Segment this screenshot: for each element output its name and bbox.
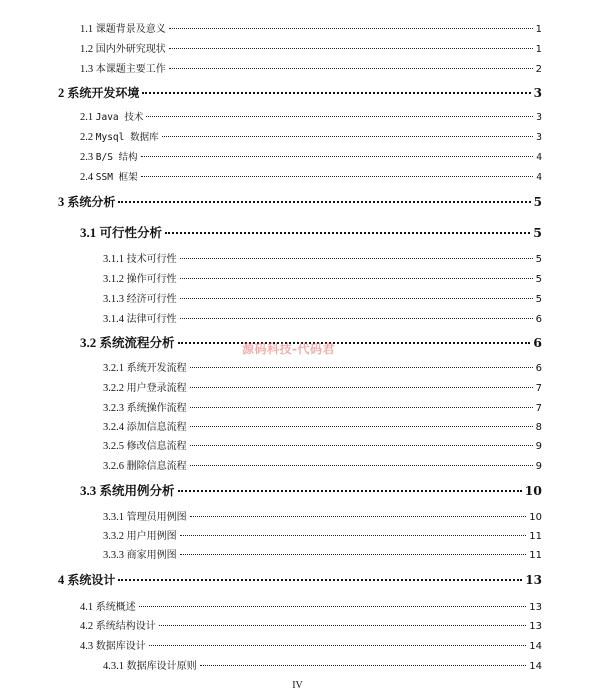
dot-leader: [190, 407, 533, 408]
dot-leader: [165, 232, 530, 234]
toc-entry[interactable]: [103, 508, 542, 523]
toc-entry[interactable]: [80, 129, 542, 143]
toc-entry-title: 系统分析: [67, 195, 116, 209]
toc-entry-page: 9: [535, 461, 542, 472]
toc-entry-number: 4.3.1: [103, 661, 127, 672]
dot-leader: [180, 258, 533, 259]
toc-entry-page: 3: [536, 112, 542, 123]
toc-entry-page: 11: [529, 531, 542, 542]
toc-entry-number: 4.1: [80, 602, 96, 613]
toc-entry-page: 3: [536, 132, 542, 143]
toc-entry-number: 2.3: [80, 152, 96, 163]
toc-entry-number: 3.2.3: [103, 403, 127, 414]
toc-entry[interactable]: [103, 657, 542, 672]
toc-entry-number: 1.1: [80, 24, 96, 35]
toc-entry-chapter[interactable]: [58, 571, 542, 588]
toc-entry-page: 6: [535, 363, 542, 374]
toc-entry-section[interactable]: [80, 481, 542, 499]
toc-entry-number: 3.3: [80, 483, 100, 498]
toc-entry-page: 10: [529, 512, 542, 523]
toc-entry-page: 5: [535, 254, 542, 265]
toc-entry[interactable]: [80, 598, 542, 613]
toc-entry-page: 1: [535, 24, 542, 35]
toc-entry-title: 用户登录流程: [126, 383, 187, 394]
dot-leader: [178, 490, 522, 492]
toc-entry-page: 7: [535, 383, 542, 394]
toc-entry-page: 6: [535, 314, 542, 325]
toc-entry[interactable]: [80, 60, 542, 75]
dot-leader: [169, 28, 533, 29]
dot-leader: [142, 92, 530, 94]
page-number-footer: IV: [292, 680, 303, 691]
toc-entry-number: 3.1.1: [103, 254, 127, 265]
toc-entry-page: 5: [535, 294, 542, 305]
dot-leader: [178, 342, 531, 344]
toc-entry-title: 添加信息流程: [126, 422, 187, 433]
toc-entry-number: 3.1.2: [103, 274, 127, 285]
toc-entry[interactable]: [103, 359, 542, 374]
toc-entry[interactable]: [103, 399, 542, 414]
toc-entry[interactable]: [103, 418, 542, 433]
toc-entry-title: 修改信息流程: [126, 441, 187, 452]
dot-leader: [200, 665, 527, 666]
dot-leader: [141, 156, 534, 157]
toc-entry-page: 5: [533, 195, 542, 209]
dot-leader: [190, 426, 533, 427]
toc-entry-number: 3.1: [80, 225, 100, 240]
dot-leader: [141, 176, 534, 177]
toc-entry-page: 14: [529, 661, 542, 672]
toc-entry-title: 经济可行性: [126, 294, 177, 305]
dot-leader: [169, 48, 533, 49]
toc-entry-title: 商家用例图: [126, 550, 177, 561]
toc-entry-section[interactable]: [80, 223, 542, 241]
toc-entry-number: 3.3.2: [103, 531, 127, 542]
dot-leader: [190, 387, 533, 388]
toc-entry[interactable]: [80, 109, 542, 123]
toc-entry-chapter[interactable]: [58, 193, 542, 210]
toc-entry[interactable]: [80, 20, 542, 35]
toc-entry-number: 1.3: [80, 64, 96, 75]
toc-entry-number: 2.1: [80, 112, 96, 123]
toc-entry[interactable]: [80, 617, 542, 632]
dot-leader: [180, 535, 527, 536]
toc-entry[interactable]: [103, 546, 542, 561]
toc-entry-number: 1.2: [80, 44, 96, 55]
toc-entry-title: 系统结构设计: [95, 621, 156, 632]
dot-leader: [146, 116, 533, 117]
dot-leader: [190, 516, 527, 517]
toc-entry-number: 3.3.1: [103, 512, 127, 523]
toc-entry-page: 11: [529, 550, 542, 561]
toc-entry-title: B/S 结构: [95, 152, 138, 163]
toc-entry-page: 5: [535, 274, 542, 285]
toc-entry-number: 2.4: [80, 172, 96, 183]
toc-entry-title: 法律可行性: [126, 314, 177, 325]
toc-entry-page: 5: [533, 225, 542, 240]
toc-entry-number: 3: [58, 195, 68, 209]
toc-entry[interactable]: [103, 437, 542, 452]
toc-entry-number: 3.2.4: [103, 422, 127, 433]
toc-entry-page: 13: [525, 573, 542, 587]
toc-entry-page: 8: [535, 422, 542, 433]
toc-entry-page: 4: [536, 152, 542, 163]
toc-entry-title: 数据库设计: [95, 641, 146, 652]
toc-entry-number: 3.2.1: [103, 363, 127, 374]
dot-leader: [180, 554, 527, 555]
watermark-text: 源码科技-代码君: [242, 342, 335, 356]
toc-entry-page: 3: [533, 86, 542, 100]
toc-entry-chapter[interactable]: [58, 84, 542, 101]
dot-leader: [190, 445, 533, 446]
toc-entry-number: 2: [58, 86, 68, 100]
toc-entry-number: 3.3.3: [103, 550, 127, 561]
dot-leader: [190, 367, 533, 368]
toc-entry-title: 课题背景及意义: [95, 24, 166, 35]
toc-entry[interactable]: [103, 290, 542, 305]
toc-entry-page: 6: [533, 335, 542, 350]
toc-entry-page: 4: [536, 172, 542, 183]
toc-entry-title: 技术可行性: [126, 254, 177, 265]
toc-entry-title: 系统设计: [67, 573, 116, 587]
toc-entry-page: 13: [529, 621, 542, 632]
toc-entry-title: 系统开发流程: [126, 363, 187, 374]
dot-leader: [118, 579, 522, 581]
toc-entry[interactable]: [103, 379, 542, 394]
toc-entry[interactable]: [103, 310, 542, 325]
toc-entry-page: 2: [535, 64, 542, 75]
toc-entry-title: 系统流程分析: [99, 335, 175, 350]
dot-leader: [159, 625, 527, 626]
toc-entry-title: 数据库设计原则: [126, 661, 197, 672]
toc-entry-title: 操作可行性: [126, 274, 177, 285]
dot-leader: [139, 606, 527, 607]
toc-entry[interactable]: [103, 457, 542, 472]
dot-leader: [180, 298, 533, 299]
toc-entry[interactable]: [80, 40, 542, 55]
toc-entry-title: 系统用例分析: [99, 483, 175, 498]
toc-entry-title: 系统操作流程: [126, 403, 187, 414]
toc-entry[interactable]: [80, 637, 542, 652]
toc-entry-number: 3.2.2: [103, 383, 127, 394]
dot-leader: [169, 68, 533, 69]
toc-entry-number: 4.3: [80, 641, 96, 652]
toc-entry-number: 3.2.6: [103, 461, 127, 472]
toc-entry-page: 10: [524, 483, 542, 498]
toc-entry-title: 国内外研究现状: [95, 44, 166, 55]
toc-entry-number: 2.2: [80, 132, 96, 143]
toc-entry-title: 系统开发环境: [67, 86, 140, 100]
toc-entry-page: 7: [535, 403, 542, 414]
toc-entry[interactable]: [103, 250, 542, 265]
toc-entry-number: 3.2: [80, 335, 100, 350]
toc-entry-title: 系统概述: [95, 602, 136, 613]
dot-leader: [118, 201, 530, 203]
toc-entry-number: 4: [58, 573, 68, 587]
toc-entry[interactable]: [103, 527, 542, 542]
toc-entry-page: 9: [535, 441, 542, 452]
dot-leader: [149, 645, 527, 646]
toc-entry-title: SSM 框架: [95, 172, 138, 183]
toc-entry[interactable]: [80, 169, 542, 183]
toc-entry-title: 删除信息流程: [126, 461, 187, 472]
toc-entry-number: 3.2.5: [103, 441, 127, 452]
toc-entry-title: 可行性分析: [99, 225, 163, 240]
toc-entry-number: 3.1.3: [103, 294, 127, 305]
toc-entry-number: 3.1.4: [103, 314, 127, 325]
dot-leader: [190, 465, 533, 466]
toc-entry-title: Java 技术: [95, 112, 144, 123]
toc-entry-page: 14: [529, 641, 542, 652]
toc-entry[interactable]: [80, 149, 542, 163]
dot-leader: [162, 136, 534, 137]
toc-entry[interactable]: [103, 270, 542, 285]
toc-entry-page: 13: [529, 602, 542, 613]
toc-entry-page: 1: [535, 44, 542, 55]
toc-entry-title: 用户用例图: [126, 531, 177, 542]
dot-leader: [180, 278, 533, 279]
toc-entry-title: 管理员用例图: [126, 512, 187, 523]
dot-leader: [180, 318, 533, 319]
toc-entry-number: 4.2: [80, 621, 96, 632]
toc-entry-title: Mysql 数据库: [95, 132, 159, 143]
toc-entry-title: 本课题主要工作: [95, 64, 166, 75]
